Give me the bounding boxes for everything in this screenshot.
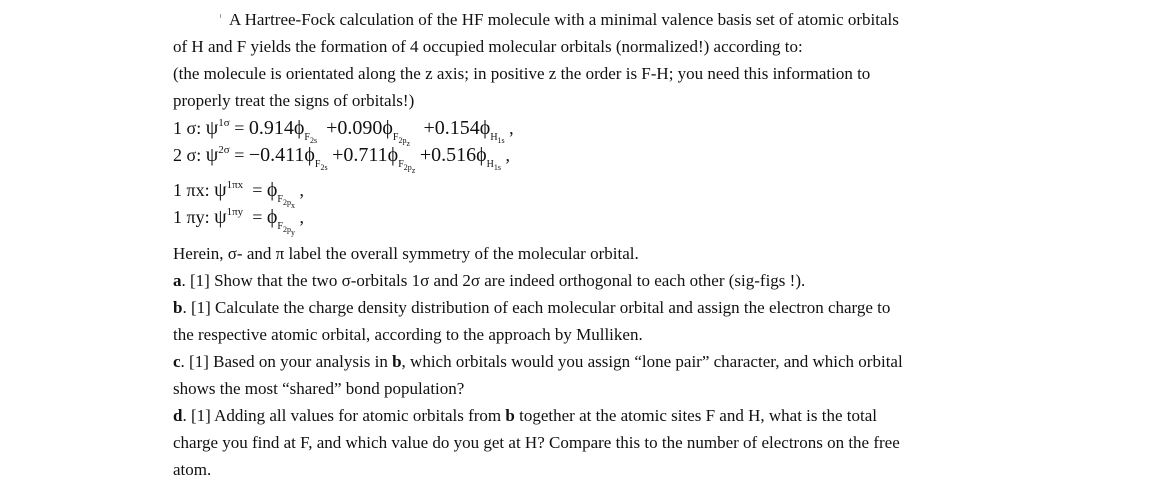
coefficient: 0.914 — [248, 117, 294, 139]
equals-sign: = — [252, 180, 263, 200]
question-b-line-1 — [173, 299, 890, 316]
basis-label: H1s — [490, 132, 505, 145]
equals-sign: = — [234, 118, 245, 138]
coefficient: +0.516 — [419, 144, 477, 166]
phi-symbol: ϕ — [266, 206, 278, 228]
psi-superscript: 1πy — [226, 206, 244, 218]
question-d-line-1 — [173, 407, 877, 424]
phi-symbol: ϕ — [382, 117, 393, 139]
coefficient: +0.154 — [423, 117, 480, 139]
orbital-label: 1 σ: — [173, 118, 202, 138]
equation-sigma2 — [173, 144, 510, 175]
question-text: . [1] Adding all values for atomic orbitals from — [182, 406, 506, 425]
question-c-line-1 — [173, 353, 903, 370]
basis-label: F2pz — [398, 159, 416, 175]
phi-symbol: ϕ — [387, 144, 399, 166]
equals-sign: = — [234, 145, 245, 165]
psi-symbol: ψ — [205, 117, 219, 139]
orbital-label: 2 σ: — [173, 145, 202, 165]
phi-symbol: ϕ — [266, 179, 278, 201]
comma: , — [509, 118, 514, 138]
phi-symbol: ϕ — [479, 117, 491, 139]
question-text: . [1] Calculate the charge density distribution of each molecular orbital and assign the electron charge to — [182, 298, 891, 317]
phi-symbol: ϕ — [293, 117, 305, 139]
intro-line-4: properly treat the signs of orbitals!) — [173, 91, 415, 110]
intro-line-3: (the molecule is orientated along the z axis; in positive z the order is F-H; you need this information to — [173, 64, 871, 83]
coefficient: +0.090 — [326, 117, 383, 139]
question-letter: b — [173, 298, 183, 317]
question-a — [173, 272, 805, 289]
question-d-line-3: atom. — [173, 460, 212, 479]
equals-sign: = — [252, 207, 263, 227]
equation-pi-y — [173, 206, 304, 237]
phi-symbol: ϕ — [476, 144, 487, 166]
psi-superscript: 1πx — [226, 179, 244, 191]
psi-symbol: ψ — [205, 144, 219, 166]
question-text: together at the atomic sites F and H, what is the total — [514, 406, 877, 425]
comma: , — [299, 180, 304, 200]
basis-label: F2px — [277, 194, 295, 210]
coefficient: −0.411 — [248, 144, 305, 166]
coefficient: +0.711 — [332, 144, 388, 166]
question-letter: a — [173, 271, 182, 290]
question-c-line-2: shows the most “shared” bond population? — [173, 379, 465, 398]
intro-line-1: A Hartree-Fock calculation of the HF molecule with a minimal valence basis set of atomic orbitals — [229, 10, 899, 29]
question-d-line-2: charge you find at F, and which value do you get at H? Compare this to the number of electrons on the free — [173, 433, 900, 452]
psi-symbol: ψ — [214, 206, 227, 228]
question-letter: d — [173, 406, 183, 425]
basis-label: F2py — [277, 221, 295, 237]
herein-text: Herein, σ- and π label the overall symmetry of the molecular orbital. — [173, 244, 639, 263]
intro-line-2: of H and F yields the formation of 4 occupied molecular orbitals (normalized!) according to: — [173, 37, 803, 56]
question-letter: c — [173, 352, 181, 371]
psi-symbol: ψ — [214, 179, 227, 201]
basis-label: F2s — [304, 132, 318, 145]
orbital-label: 1 πx: — [173, 180, 210, 200]
basis-label: H1s — [486, 159, 501, 172]
question-text: . [1] Based on your analysis in — [180, 352, 393, 371]
psi-superscript: 2σ — [218, 144, 230, 156]
equation-pi-x — [173, 179, 304, 210]
basis-label: F2pz — [392, 132, 410, 148]
psi-superscript: 1σ — [218, 117, 230, 129]
basis-label: F2s — [314, 159, 328, 172]
question-text: , which orbitals would you assign “lone pair” character, and which orbital — [401, 352, 903, 371]
question-reference: b — [505, 406, 515, 425]
comma: , — [299, 207, 304, 227]
scan-mark — [220, 14, 221, 18]
phi-symbol: ϕ — [304, 144, 315, 166]
comma: , — [505, 145, 510, 165]
question-text: . [1] Show that the two σ-orbitals 1σ and 2σ are indeed orthogonal to each other (sig-figs !). — [181, 271, 806, 290]
orbital-label: 1 πy: — [173, 207, 210, 227]
equation-sigma1 — [173, 117, 514, 148]
question-b-line-2: the respective atomic orbital, according to the approach by Mulliken. — [173, 325, 643, 344]
question-reference: b — [392, 352, 402, 371]
